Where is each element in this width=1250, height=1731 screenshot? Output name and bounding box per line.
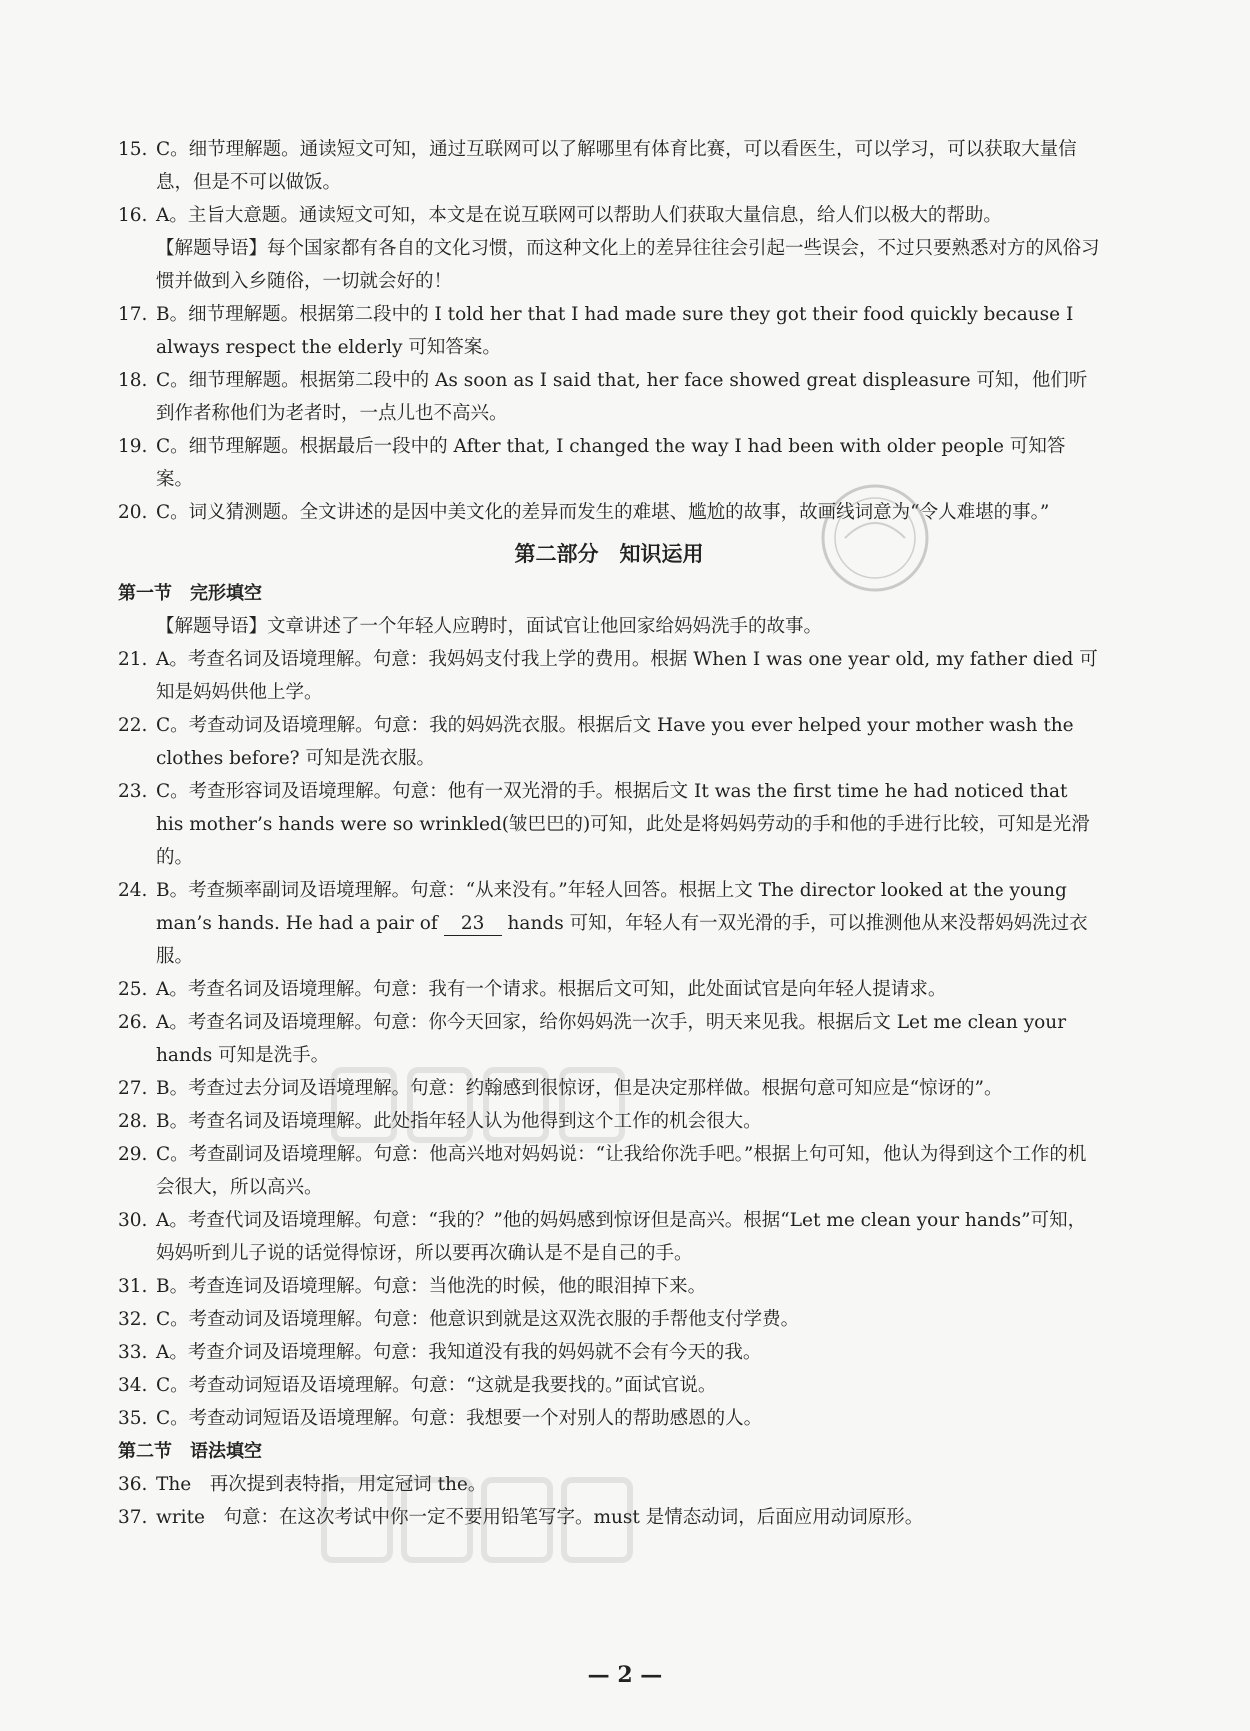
item-text: C。考查副词及语境理解。句意：他高兴地对妈妈说：“让我给你洗手吧。”根据上句可知，他认为得到这个工作的机会很大，所以高兴。: [156, 1144, 1087, 1198]
item-text-after: hands 可知，年轻人有一双光滑的手，可以推测他从来没帮妈妈洗过衣服。: [156, 913, 1088, 967]
answer-item: [118, 1336, 1100, 1369]
item-text: [156, 874, 1100, 973]
item-text: C。考查动词短语及语境理解。句意：“这就是我要找的。”面试官说。: [156, 1375, 717, 1396]
blank-reference: 23: [444, 913, 502, 936]
item-number: 15.: [118, 139, 148, 160]
reading-guide-note: 【解题导语】文章讲述了一个年轻人应聘时，面试官让他回家给妈妈洗手的故事。: [156, 616, 823, 637]
item-text: write 句意：在这次考试中你一定不要用铅笔写字。must 是情态动词，后面应用动词原形。: [156, 1507, 924, 1528]
item-text: C。考查动词及语境理解。句意：我的妈妈洗衣服。根据后文 Have you ever helped your mother wash the clothes before? 可知是洗衣服。: [156, 715, 1074, 769]
item-text: C。考查动词短语及语境理解。句意：我想要一个对别人的帮助感恩的人。: [156, 1408, 763, 1429]
item-number: 36.: [118, 1474, 148, 1495]
answer-item: [118, 775, 1100, 874]
item-number: 25.: [118, 979, 148, 1000]
item-number: 18.: [118, 370, 148, 391]
item-number: 27.: [118, 1078, 148, 1099]
item-text: A。考查名词及语境理解。句意：你今天回家，给你妈妈洗一次手，明天来见我。根据后文 Let me clean your hands 可知是洗手。: [156, 1012, 1067, 1066]
item-text: C。词义猜测题。全文讲述的是因中美文化的差异而发生的难堪、尴尬的故事，故画线词意为“令人难堪的事。”: [156, 502, 1050, 523]
answer-item: [118, 1303, 1100, 1336]
answer-content: [118, 133, 1100, 1534]
item-text: A。主旨大意题。通读短文可知，本文是在说互联网可以帮助人们获取大量信息，给人们以极大的帮助。: [156, 205, 1002, 226]
answer-item: [118, 1369, 1100, 1402]
item-number: 21.: [118, 649, 148, 670]
answer-item: [118, 1270, 1100, 1303]
answer-item: [118, 133, 1100, 199]
item-text: A。考查名词及语境理解。句意：我妈妈支付我上学的费用。根据 When I was one year old, my father died 可知是妈妈供他上学。: [156, 649, 1098, 703]
answer-item: [118, 496, 1100, 529]
item-text: The 再次提到表特指，用定冠词 the。: [156, 1474, 487, 1495]
item-text: B。考查连词及语境理解。句意：当他洗的时候，他的眼泪掉下来。: [156, 1276, 707, 1297]
item-text: C。考查动词及语境理解。句意：他意识到就是这双洗衣服的手帮他支付学费。: [156, 1309, 800, 1330]
item-number: 30.: [118, 1210, 148, 1231]
item-number: 34.: [118, 1375, 148, 1396]
item-number: 17.: [118, 304, 148, 325]
item-number: 24.: [118, 880, 148, 901]
item-text: B。考查名词及语境理解。此处指年轻人认为他得到这个工作的机会很大。: [156, 1111, 762, 1132]
section-title-grammar: 第二节 语法填空: [118, 1441, 262, 1462]
answer-item: [118, 1204, 1100, 1270]
answer-item: [118, 1402, 1100, 1435]
item-number: 32.: [118, 1309, 148, 1330]
answer-item: [118, 973, 1100, 1006]
item-text: B。考查过去分词及语境理解。句意：约翰感到很惊讶，但是决定那样做。根据句意可知应是“惊讶的”。: [156, 1078, 1003, 1099]
answer-item: [118, 643, 1100, 709]
item-number: 37.: [118, 1507, 148, 1528]
part-title: 第二部分 知识运用: [514, 542, 704, 566]
item-number: 22.: [118, 715, 148, 736]
item-text: C。细节理解题。根据第二段中的 As soon as I said that, her face showed great displeasure 可知，他们听到作者称他们为老者时，一点儿也不高兴。: [156, 370, 1088, 424]
section-title-cloze: 第一节 完形填空: [118, 583, 262, 604]
item-number: 33.: [118, 1342, 148, 1363]
answer-item: [118, 874, 1100, 973]
item-text: C。考查形容词及语境理解。句意：他有一双光滑的手。根据后文 It was the first time he had noticed that his mother’s hands were so wrinkled(皱巴巴的)可知，此处是将妈妈劳动的手和他的手进行比较，可知是光滑的。: [156, 781, 1090, 868]
item-text: A。考查代词及语境理解。句意：“我的？”他的妈妈感到惊讶但是高兴。根据“Let me clean your hands”可知，妈妈听到儿子说的话觉得惊讶，所以要再次确认是不是自己的手。: [156, 1210, 1087, 1264]
stamp-seal-icon: [815, 478, 935, 598]
answer-item: [118, 298, 1100, 364]
item-number: 31.: [118, 1276, 148, 1297]
watermark-shape-icon: [330, 1060, 630, 1150]
answer-item: [118, 364, 1100, 430]
item-number: 23.: [118, 781, 148, 802]
item-number: 26.: [118, 1012, 148, 1033]
answer-item: [118, 199, 1100, 232]
item-number: 35.: [118, 1408, 148, 1429]
item-text: A。考查名词及语境理解。句意：我有一个请求。根据后文可知，此处面试官是向年轻人提请求。: [156, 979, 947, 1000]
item-number: 28.: [118, 1111, 148, 1132]
item-number: 16.: [118, 205, 148, 226]
answer-item: [118, 430, 1100, 496]
reading-guide-note: 【解题导语】每个国家都有各自的文化习惯，而这种文化上的差异往往会引起一些误会，不过只要熟悉对方的风俗习惯并做到入乡随俗，一切就会好的！: [156, 238, 1100, 292]
item-number: 19.: [118, 436, 148, 457]
watermark-shape-icon: [320, 1470, 640, 1570]
item-text-before: B。考查频率副词及语境理解。句意：“从来没有。”年轻人回答。根据上文 The director looked at the young man’s hands. He had a pair of: [156, 880, 1067, 934]
page-number: — 2 —: [587, 1662, 663, 1688]
item-number: 29.: [118, 1144, 148, 1165]
item-text: B。细节理解题。根据第二段中的 I told her that I had made sure they got their food quickly because I always respect the elderly 可知答案。: [156, 304, 1074, 358]
item-text: C。细节理解题。根据最后一段中的 After that, I changed the way I had been with older people 可知答案。: [156, 436, 1066, 490]
item-text: C。细节理解题。通读短文可知，通过互联网可以了解哪里有体育比赛，可以看医生，可以学习，可以获取大量信息，但是不可以做饭。: [156, 139, 1077, 193]
item-text: A。考查介词及语境理解。句意：我知道没有我的妈妈就不会有今天的我。: [156, 1342, 762, 1363]
item-number: 20.: [118, 502, 148, 523]
answer-item: [118, 709, 1100, 775]
